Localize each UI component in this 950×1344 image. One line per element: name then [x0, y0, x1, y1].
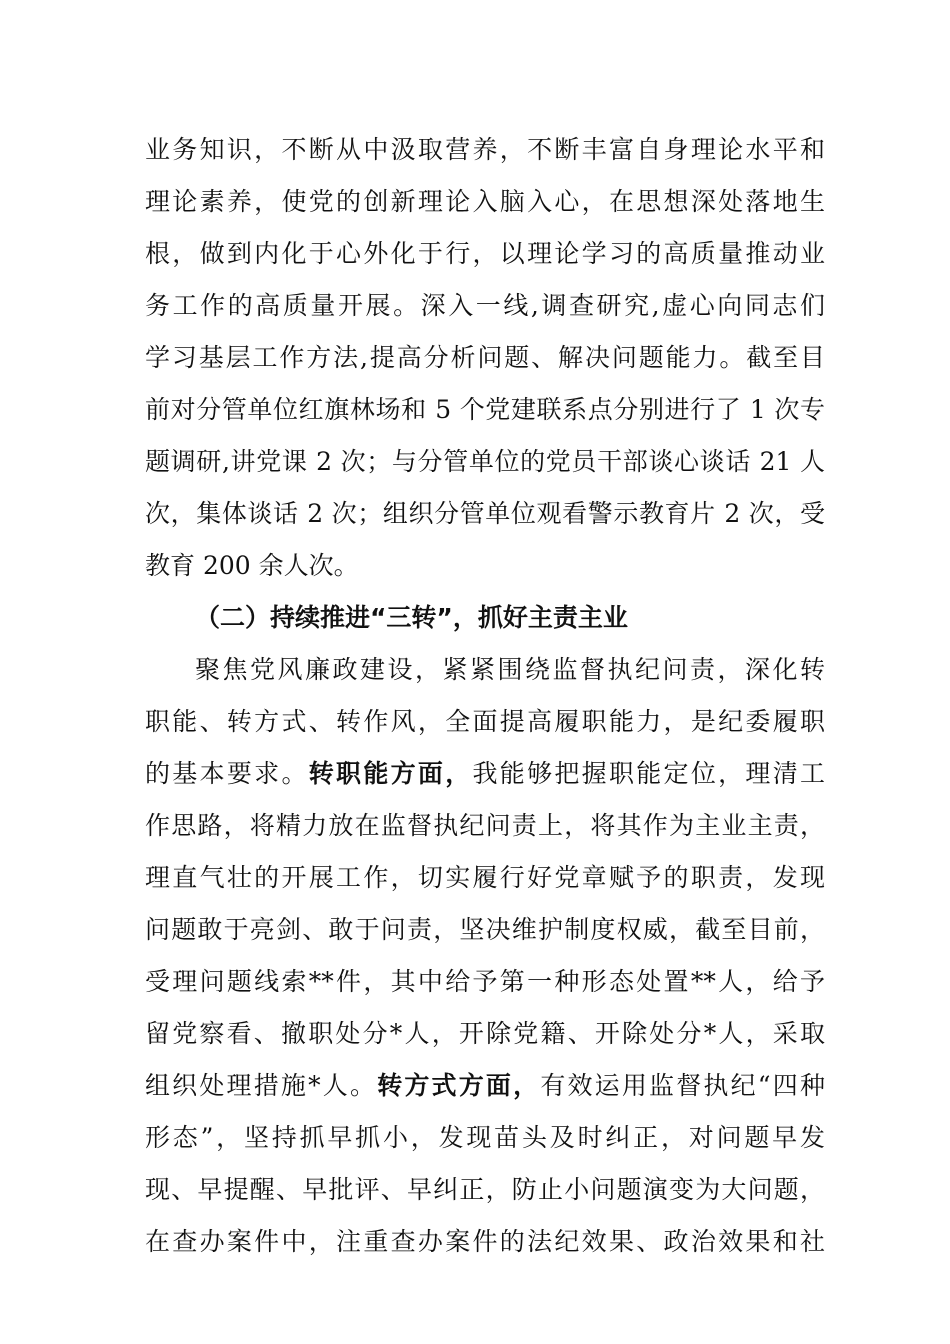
paragraph-2-text: 组织处理措施*人。	[145, 1071, 378, 1100]
paragraph-1-line: 根，做到内化于心外化于行，以理论学习的高质量推动业	[145, 239, 825, 268]
paragraph-1-line: 前对分管单位红旗林场和 5 个党建联系点分别进行了 1 次专	[145, 395, 825, 424]
paragraph-1-line: 题调研,讲党课 2 次；与分管单位的党员干部谈心谈话 21 人	[145, 447, 825, 476]
paragraph-2-line: 现、早提醒、早批评、早纠正，防止小问题演变为大问题，	[145, 1175, 825, 1204]
bold-subheading: 转方式方面，	[377, 1071, 541, 1100]
paragraph-1-line: 次，集体谈话 2 次；组织分管单位观看警示教育片 2 次，受	[145, 499, 825, 528]
paragraph-2-line: 作思路，将精力放在监督执纪问责上，将其作为主业主责，	[145, 811, 825, 840]
paragraph-2-line: 问题敢于亮剑、敢于问责，坚决维护制度权威，截至目前，	[145, 915, 825, 944]
paragraph-1-line: 业务知识，不断从中汲取营养，不断丰富自身理论水平和	[145, 135, 825, 164]
bold-subheading: 转职能方面，	[308, 759, 473, 788]
document-body	[145, 124, 825, 1268]
paragraph-1-line: 学习基层工作方法,提高分析问题、解决问题能力。截至目	[145, 343, 825, 372]
paragraph-2-line: 形态”，坚持抓早抓小，发现苗头及时纠正，对问题早发	[145, 1123, 825, 1152]
paragraph-2-line: 受理问题线索**件，其中给予第一种形态处置**人，给予	[145, 967, 825, 996]
paragraph-2-text: 我能够把握职能定位，理清工	[472, 759, 825, 788]
paragraph-2-line	[145, 1060, 825, 1112]
section-heading: （二）持续推进“三转”，抓好主责主业	[195, 603, 628, 632]
paragraph-2-text: 的基本要求。	[145, 759, 309, 788]
paragraph-2-line	[145, 748, 825, 800]
paragraph-2-line: 留党察看、撤职处分*人，开除党籍、开除处分*人，采取	[145, 1019, 825, 1048]
paragraph-2-line: 聚焦党风廉政建设，紧紧围绕监督执纪问责，深化转	[195, 655, 825, 684]
paragraph-1-line: 务工作的高质量开展。深入一线,调查研究,虚心向同志们	[145, 291, 825, 320]
paragraph-2-line: 职能、转方式、转作风，全面提高履职能力，是纪委履职	[145, 707, 825, 736]
paragraph-2-line: 理直气壮的开展工作，切实履行好党章赋予的职责，发现	[145, 863, 825, 892]
paragraph-2-line: 在查办案件中，注重查办案件的法纪效果、政治效果和社	[145, 1227, 825, 1256]
paragraph-2-text: 有效运用监督执纪“四种	[540, 1071, 825, 1100]
paragraph-1-line: 理论素养，使党的创新理论入脑入心，在思想深处落地生	[145, 187, 825, 216]
paragraph-1-line: 教育 200 余人次。	[145, 551, 359, 580]
